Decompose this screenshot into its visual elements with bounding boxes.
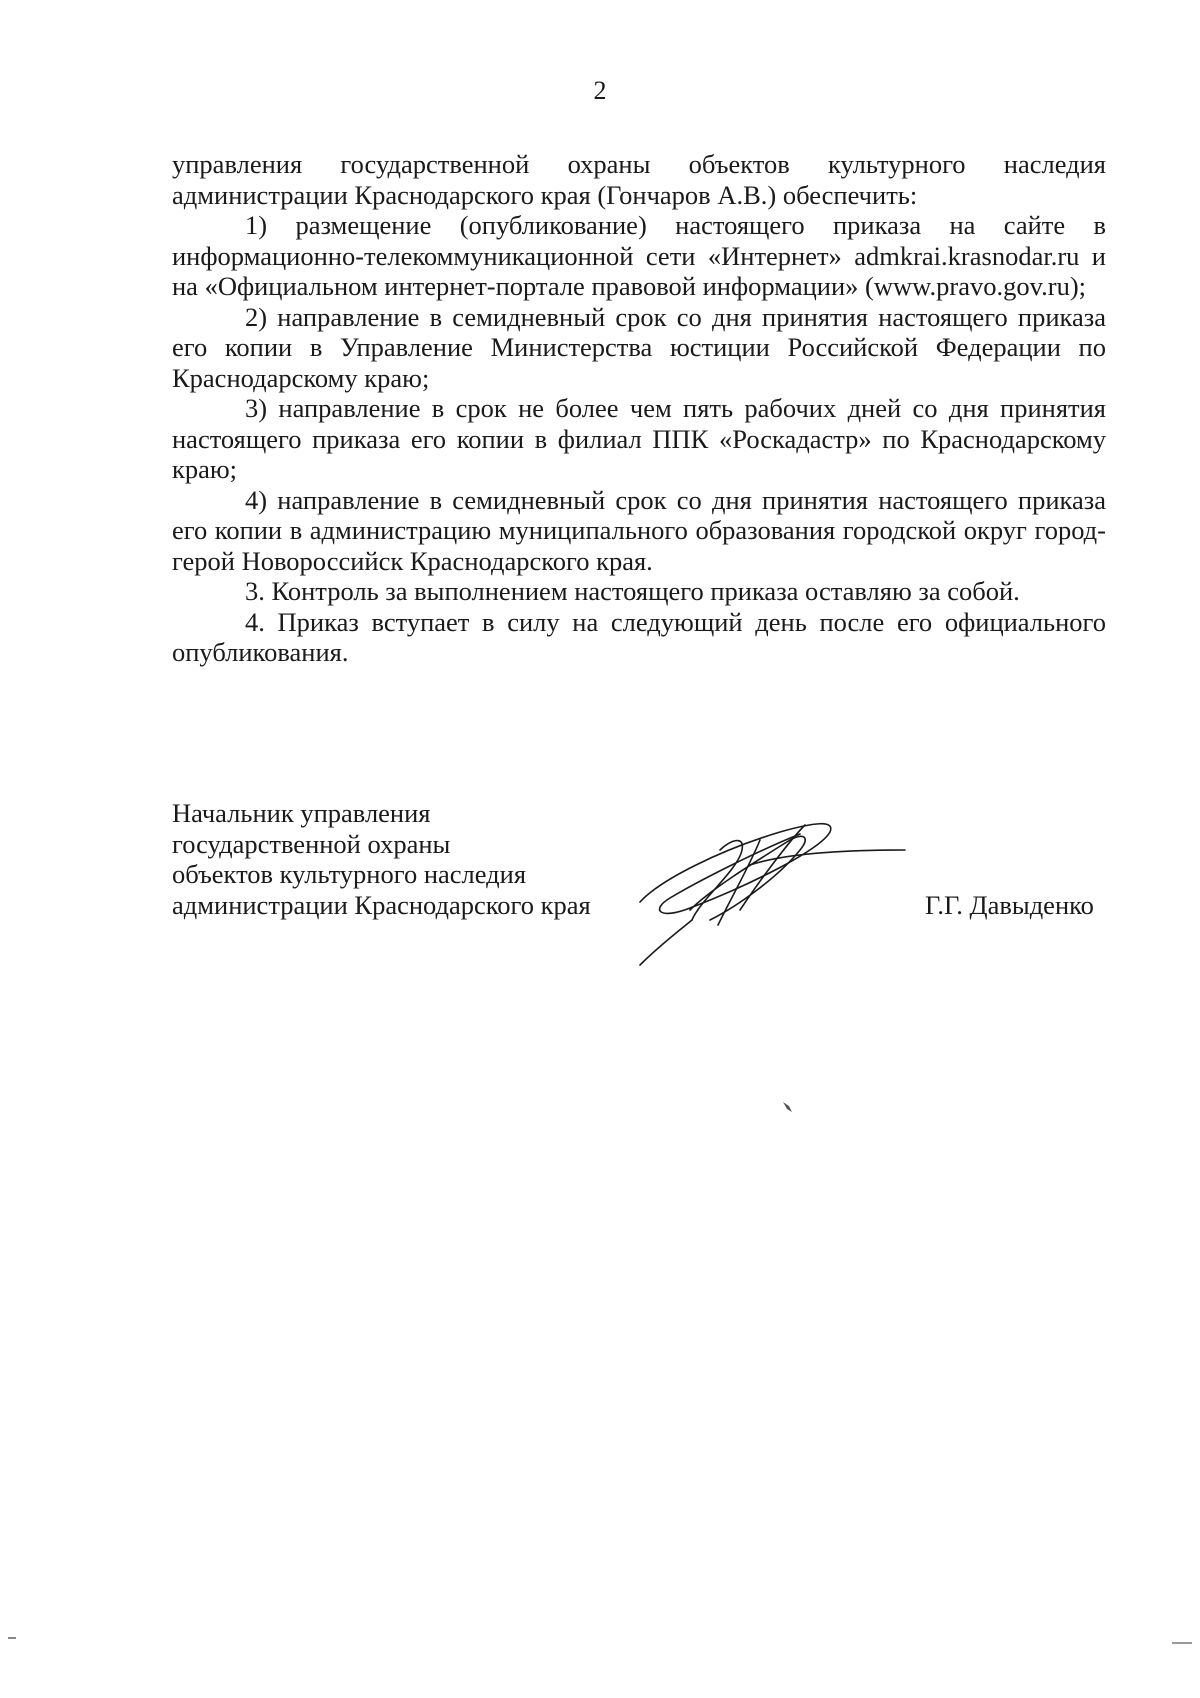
signatory-position xyxy=(172,798,632,920)
paragraph-item-1: 1) размещение (опубликование) настоящего приказа на сайте в информационно-телекоммуникационной сети «Интернет» admkrai.krasnodar.ru и на «Официальном интернет-портале правовой информации» (www.pravo.gov.ru); xyxy=(172,210,1106,301)
document-body xyxy=(172,149,1106,668)
position-line: администрации Краснодарского края xyxy=(172,889,591,920)
position-line: Начальник управления xyxy=(172,798,431,828)
paragraph-item-3: 3) направление в срок не более чем пять рабочих дней со дня принятия настоящего приказа его копии в филиал ППК «Роскадастр» по Краснодарскому краю; xyxy=(172,393,1106,484)
paragraph-item-2: 2) направление в семидневный срок со дня принятия настоящего приказа его копии в Управление Министерства юстиции Российской Федерации по Краснодарскому краю; xyxy=(172,301,1106,393)
paragraph-item-4: 4) направление в семидневный срок со дня принятия настоящего приказа его копии в администрацию муниципального образования городской округ город-герой Новороссийск Краснодарского края. xyxy=(172,484,1106,576)
scan-edge-mark xyxy=(1172,1642,1192,1644)
position-line: государственной охраны xyxy=(172,828,451,859)
scan-edge-mark xyxy=(8,1637,16,1639)
signatory-name: Г.Г. Давыденко xyxy=(925,890,1094,920)
position-line: объектов культурного наследия xyxy=(172,859,527,889)
paragraph-point-3: 3. Контроль за выполнением настоящего приказа оставляю за собой. xyxy=(245,576,1020,606)
scan-speck xyxy=(780,1100,796,1114)
paragraph-intro: управления государственной охраны объектов культурного наследия администрации Краснодарского края (Гончаров А.В.) обеспечить: xyxy=(172,149,1106,210)
paragraph-point-4: 4. Приказ вступает в силу на следующий день после его официального опубликования. xyxy=(172,606,1106,667)
page-number: 2 xyxy=(593,76,607,105)
handwritten-signature xyxy=(630,810,910,970)
